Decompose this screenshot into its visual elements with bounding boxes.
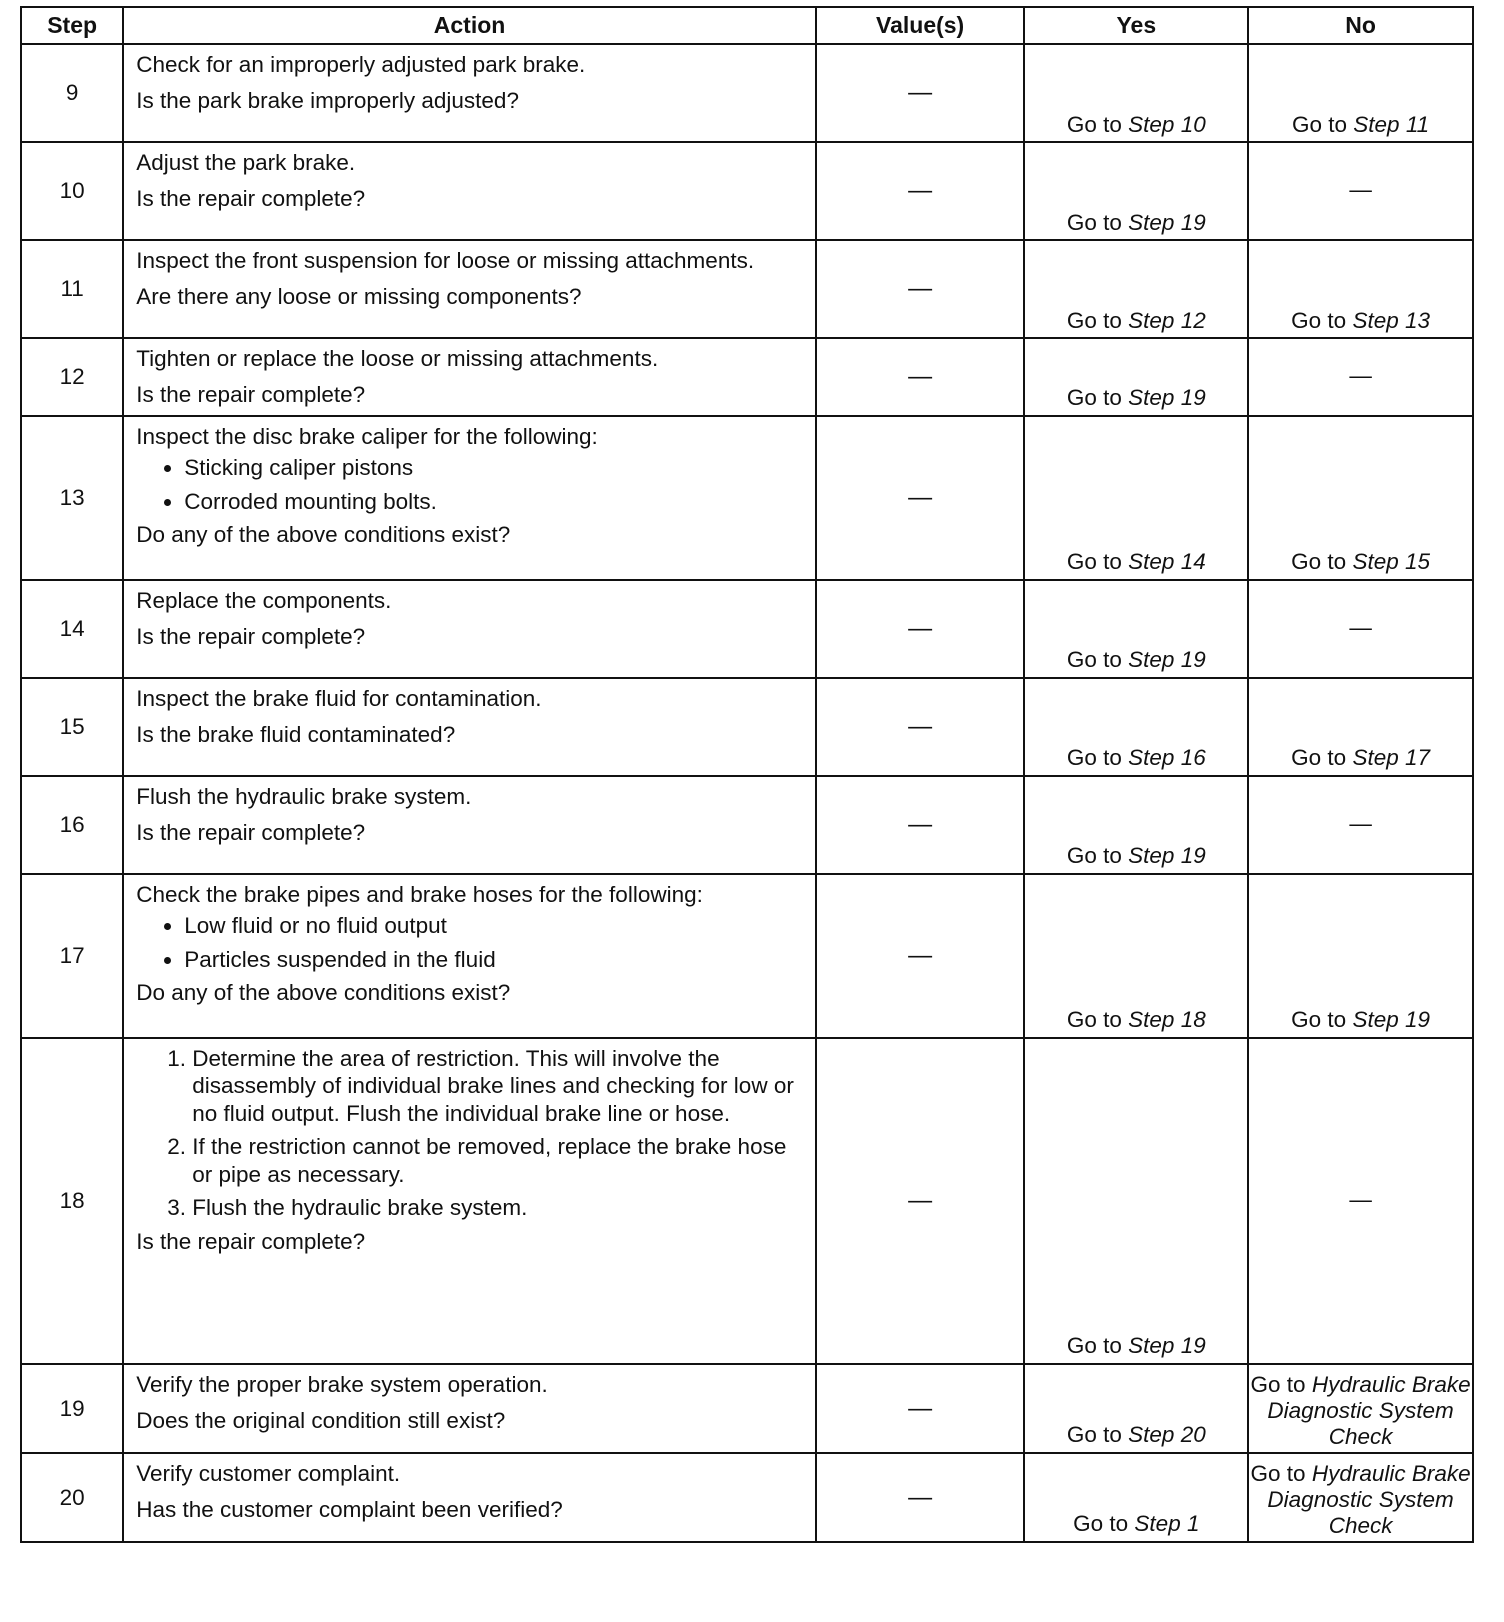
no-prefix: Go to: [1291, 1007, 1353, 1033]
value-dash: —: [908, 484, 933, 512]
table-row: [21, 678, 1473, 776]
action-instruction: Verify the proper brake system operation.: [136, 1371, 548, 1397]
action-question: Is the repair complete?: [136, 186, 366, 212]
yes-cell: [1024, 44, 1248, 142]
header-step: Step: [21, 7, 123, 44]
value-cell: [816, 142, 1025, 240]
action-cell: [123, 142, 816, 240]
value-dash: —: [908, 1187, 933, 1215]
value-dash: —: [908, 363, 933, 391]
action-instruction: Inspect the brake fluid for contamination.: [136, 685, 542, 711]
value-cell: [816, 44, 1025, 142]
action-question: Are there any loose or missing components?: [136, 284, 582, 310]
value-dash: —: [908, 713, 933, 741]
yes-prefix: Go to: [1066, 549, 1129, 575]
action-instruction: Check for an improperly adjusted park brake.: [136, 52, 586, 77]
value-dash: —: [908, 275, 933, 303]
no-prefix: Go to: [1291, 307, 1353, 333]
no-target: Hydraulic Brake Diagnostic System Check: [1267, 1460, 1471, 1538]
action-instruction: Adjust the park brake.: [136, 150, 356, 175]
action-question: Is the repair complete?: [136, 1228, 366, 1254]
no-target: Step 13: [1352, 307, 1431, 333]
header-row: [21, 7, 1473, 44]
table-row: [21, 1038, 1473, 1364]
table-row: [21, 142, 1473, 240]
action-question: Is the repair complete?: [136, 382, 366, 408]
yes-target: Step 10: [1128, 111, 1206, 137]
yes-cell: [1024, 240, 1248, 338]
table-row: [21, 776, 1473, 874]
value-cell: [816, 874, 1025, 1038]
no-cell: [1248, 142, 1473, 240]
procedure-list: [136, 1045, 807, 1222]
value-cell: [816, 580, 1025, 678]
no-cell: [1248, 1453, 1473, 1542]
dash-mark: —: [1349, 362, 1372, 388]
yes-prefix: Go to: [1066, 1007, 1129, 1033]
yes-prefix: Go to: [1066, 1422, 1129, 1448]
step-number: 14: [21, 580, 123, 678]
step-number: 16: [21, 776, 123, 874]
action-cell: [123, 416, 816, 580]
no-prefix: Go to: [1250, 1460, 1312, 1486]
step-number: 10: [21, 142, 123, 240]
no-cell: [1248, 1038, 1473, 1364]
value-cell: [816, 1038, 1025, 1364]
no-target: Step 17: [1352, 745, 1431, 771]
no-cell: [1248, 874, 1473, 1038]
value-dash: —: [908, 79, 933, 107]
no-cell: [1248, 776, 1473, 874]
action-cell: [123, 580, 816, 678]
action-instruction: Check the brake pipes and brake hoses for the following:: [136, 881, 703, 907]
no-cell: [1248, 416, 1473, 580]
yes-cell: [1024, 874, 1248, 1038]
step-number: 15: [21, 678, 123, 776]
value-dash: —: [908, 1394, 933, 1422]
action-question: Does the original condition still exist?: [136, 1408, 506, 1434]
action-instruction: Tighten or replace the loose or missing attachments.: [136, 346, 659, 371]
value-cell: [816, 1364, 1025, 1453]
table-row: [21, 580, 1473, 678]
dash-mark: —: [1349, 614, 1372, 640]
yes-cell: [1024, 776, 1248, 874]
no-prefix: Go to: [1291, 745, 1353, 771]
action-cell: [123, 1038, 816, 1364]
yes-target: Step 18: [1128, 1007, 1206, 1033]
condition-item: • Sticking caliper pistons: [184, 454, 807, 481]
yes-target: Step 19: [1128, 209, 1206, 235]
yes-prefix: Go to: [1066, 843, 1129, 869]
step-number: 9: [21, 44, 123, 142]
condition-list: [136, 912, 807, 973]
value-dash: —: [908, 942, 933, 970]
no-cell: [1248, 678, 1473, 776]
action-cell: [123, 678, 816, 776]
table-row: [21, 1453, 1473, 1542]
action-question: Do any of the above conditions exist?: [136, 980, 511, 1006]
step-number: 19: [21, 1364, 123, 1453]
yes-cell: [1024, 1038, 1248, 1364]
action-cell: [123, 874, 816, 1038]
value-cell: [816, 416, 1025, 580]
dash-mark: —: [1349, 1186, 1372, 1212]
yes-prefix: Go to: [1066, 307, 1129, 333]
step-number: 13: [21, 416, 123, 580]
condition-list: [136, 454, 807, 515]
yes-prefix: Go to: [1066, 385, 1129, 411]
action-question: Has the customer complaint been verified?: [136, 1497, 563, 1523]
yes-target: Step 1: [1134, 1511, 1200, 1537]
no-cell: [1248, 44, 1473, 142]
no-cell: [1248, 338, 1473, 416]
action-question: Is the brake fluid contaminated?: [136, 722, 456, 748]
step-number: 20: [21, 1453, 123, 1542]
action-cell: [123, 240, 816, 338]
action-question: Do any of the above conditions exist?: [136, 522, 511, 548]
yes-target: Step 12: [1128, 307, 1206, 333]
header-values: Value(s): [816, 7, 1025, 44]
yes-prefix: Go to: [1066, 745, 1129, 771]
yes-target: Step 20: [1128, 1422, 1206, 1448]
value-dash: —: [908, 1483, 933, 1511]
yes-prefix: Go to: [1073, 1511, 1135, 1537]
action-instruction: Inspect the front suspension for loose or missing attachments.: [136, 248, 755, 273]
table-body: [21, 44, 1473, 1542]
action-cell: [123, 1364, 816, 1453]
yes-target: Step 19: [1128, 647, 1206, 673]
step-number: 17: [21, 874, 123, 1038]
no-target: Step 11: [1353, 111, 1430, 137]
step-number: 18: [21, 1038, 123, 1364]
table-row: [21, 874, 1473, 1038]
header-no: No: [1248, 7, 1473, 44]
procedure-item: 3. Flush the hydraulic brake system.: [192, 1194, 807, 1221]
table-row: [21, 44, 1473, 142]
step-number: 11: [21, 240, 123, 338]
dash-mark: —: [1349, 176, 1372, 202]
yes-cell: [1024, 580, 1248, 678]
yes-cell: [1024, 1364, 1248, 1453]
no-prefix: Go to: [1291, 111, 1354, 137]
action-question: Is the park brake improperly adjusted?: [136, 88, 519, 114]
action-cell: [123, 338, 816, 416]
diagnostic-table: [20, 6, 1474, 1543]
yes-prefix: Go to: [1066, 647, 1129, 673]
yes-target: Step 19: [1128, 843, 1206, 869]
yes-target: Step 19: [1128, 1333, 1206, 1359]
yes-target: Step 19: [1128, 385, 1206, 411]
table-row: [21, 1364, 1473, 1453]
yes-prefix: Go to: [1066, 1333, 1129, 1359]
no-prefix: Go to: [1250, 1371, 1312, 1397]
value-cell: [816, 678, 1025, 776]
table-row: [21, 416, 1473, 580]
value-cell: [816, 240, 1025, 338]
action-cell: [123, 44, 816, 142]
no-prefix: Go to: [1291, 549, 1353, 575]
header-yes: Yes: [1024, 7, 1248, 44]
value-dash: —: [908, 177, 933, 205]
no-cell: [1248, 580, 1473, 678]
value-cell: [816, 776, 1025, 874]
action-instruction: Flush the hydraulic brake system.: [136, 783, 472, 809]
yes-cell: [1024, 1453, 1248, 1542]
action-instruction: Verify customer complaint.: [136, 1460, 401, 1486]
action-cell: [123, 1453, 816, 1542]
yes-target: Step 16: [1128, 745, 1206, 771]
action-instruction: Inspect the disc brake caliper for the following:: [136, 423, 598, 449]
yes-prefix: Go to: [1066, 209, 1129, 235]
value-dash: —: [908, 615, 933, 643]
no-target: Step 15: [1352, 549, 1431, 575]
yes-cell: [1024, 416, 1248, 580]
no-cell: [1248, 240, 1473, 338]
action-instruction: Replace the components.: [136, 587, 392, 613]
procedure-item: 2. If the restriction cannot be removed, replace the brake hose or pipe as necessary.: [192, 1133, 807, 1188]
no-cell: [1248, 1364, 1473, 1453]
header-action: Action: [123, 7, 816, 44]
table-row: [21, 338, 1473, 416]
condition-item: • Corroded mounting bolts.: [184, 488, 807, 515]
no-target: Hydraulic Brake Diagnostic System Check: [1267, 1371, 1471, 1449]
dash-mark: —: [1349, 810, 1372, 836]
yes-prefix: Go to: [1066, 111, 1129, 137]
action-cell: [123, 776, 816, 874]
condition-item: • Particles suspended in the fluid: [184, 946, 807, 973]
table-row: [21, 240, 1473, 338]
value-dash: —: [908, 811, 933, 839]
yes-cell: [1024, 338, 1248, 416]
action-question: Is the repair complete?: [136, 624, 366, 650]
value-cell: [816, 338, 1025, 416]
yes-cell: [1024, 678, 1248, 776]
yes-cell: [1024, 142, 1248, 240]
procedure-item: 1. Determine the area of restriction. This will involve the disassembly of individual brake lines and checking for low or no fluid output. Flush the individual brake line or hose.: [192, 1045, 807, 1127]
step-number: 12: [21, 338, 123, 416]
value-cell: [816, 1453, 1025, 1542]
action-question: Is the repair complete?: [136, 820, 366, 846]
condition-item: • Low fluid or no fluid output: [184, 912, 807, 939]
no-target: Step 19: [1352, 1007, 1431, 1033]
yes-target: Step 14: [1128, 549, 1206, 575]
